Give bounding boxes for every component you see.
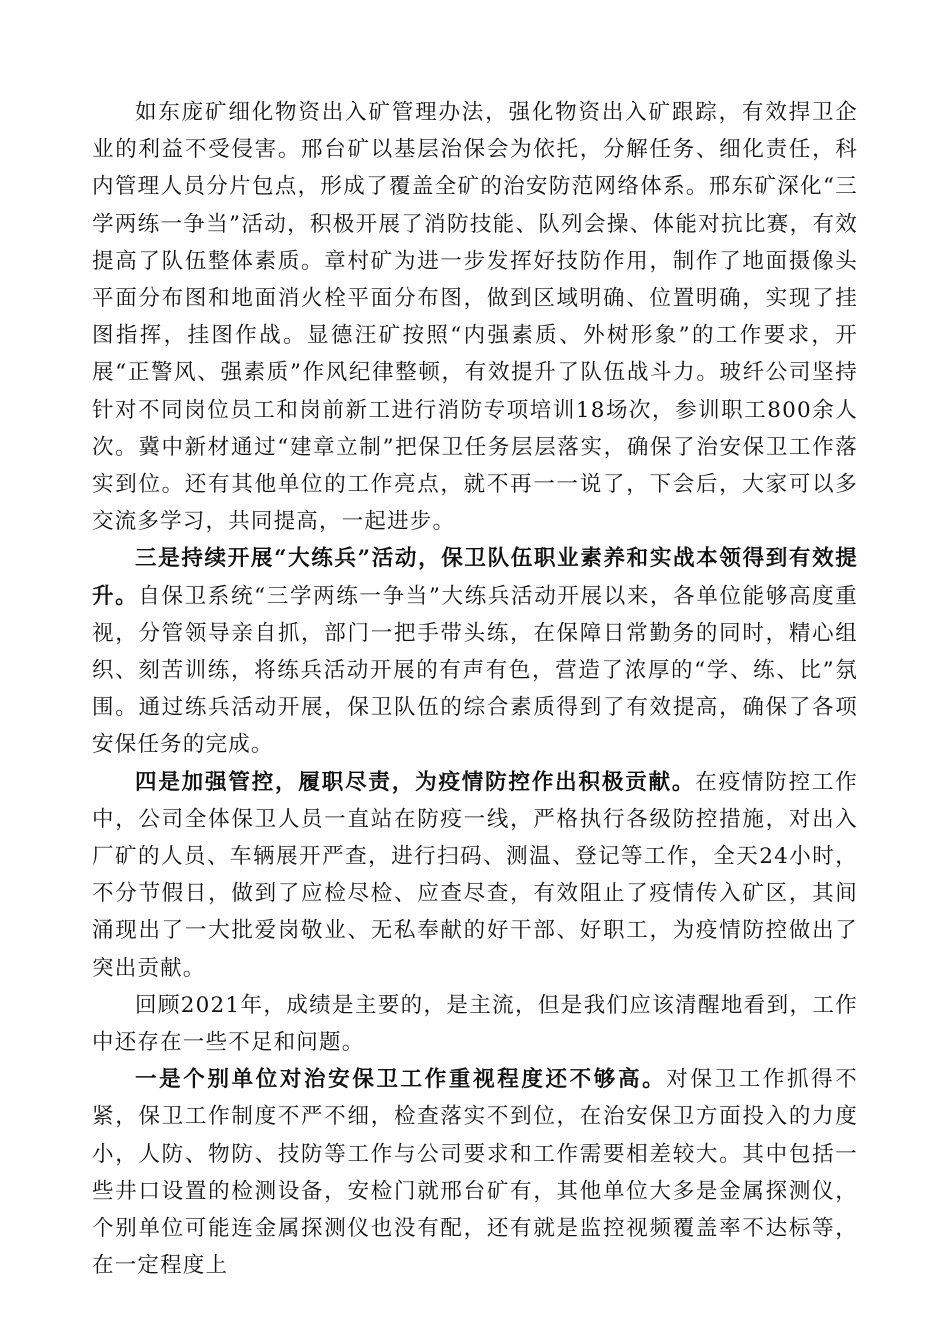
paragraph-body: 在疫情防控工作中，公司全体保卫人员一直站在防疫一线，严格执行各级防控措施，对出入厂矿的人员、车辆展开严查，进行扫码、测温、登记等工作，全天24小时，不分节假日，做到了应检尽检、应查尽查，有效阻止了疫情传入矿区，其间涌现出了一大批爱岗敬业、无私奉献的好干部、好职工，为疫情防控做出了突出贡献。 <box>92 769 858 981</box>
paragraph-review-2021 <box>92 987 858 1061</box>
paragraph-training-campaign <box>92 540 858 763</box>
paragraph-problem-one <box>92 1061 858 1284</box>
paragraph-heading: 四是加强管控，履职尽责，为疫情防控作出积极贡献。 <box>135 769 696 795</box>
document-page <box>92 94 858 1285</box>
paragraph-body: 如东庞矿细化物资出入矿管理办法，强化物资出入矿跟踪，有效捍卫企业的利益不受侵害。邢台矿以基层治保会为依托，分解任务、细化责任，科内管理人员分片包点，形成了覆盖全矿的治安防范网络体系。邢东矿深化“三学两练一争当”活动，积极开展了消防技能、队列会操、体能对抗比赛，有效提高了队伍整体素质。章村矿为进一步发挥好技防作用，制作了地面摄像头平面分布图和地面消火栓平面分布图，做到区域明确、位置明确，实现了挂图指挥，挂图作战。显德汪矿按照“内强素质、外树形象”的工作要求，开展“正警风、强素质”作风纪律整顿，有效提升了队伍战斗力。玻纤公司坚持针对不同岗位员工和岗前新工进行消防专项培训18场次，参训职工800余人次。冀中新材通过“建章立制”把保卫任务层层落实，确保了治安保卫工作落实到位。还有其他单位的工作亮点，就不再一一说了，下会后，大家可以多交流多学习，共同提高，一起进步。 <box>92 100 858 535</box>
paragraph-heading: 三是持续开展“大练兵”活动，保卫队伍职业素养和实战本领得到有效提升。 <box>92 546 858 609</box>
paragraph-epidemic-control <box>92 764 858 987</box>
paragraph-body: 自保卫系统“三学两练一争当”大练兵活动开展以来，各单位能够高度重视，分管领导亲自抓，部门一把手带头练，在保障日常勤务的同时，精心组织、刻苦训练，将练兵活动开展的有声有色，营造了浓厚的“学、练、比”氛围。通过练兵活动开展，保卫队伍的综合素质得到了有效提高，确保了各项安保任务的完成。 <box>92 583 858 758</box>
paragraph-body: 对保卫工作抓得不紧，保卫工作制度不严不细，检查落实不到位，在治安保卫方面投入的力度小，人防、物防、技防等工作与公司要求和工作需要相差较大。其中包括一些井口设置的检测设备，安检门就邢台矿有，其他单位大多是金属探测仪，个别单位可能连金属探测仪也没有配，还有就是监控视频覆盖率不达标等，在一定程度上 <box>92 1067 859 1279</box>
paragraph-heading: 一是个别单位对治安保卫工作重视程度还不够高。 <box>135 1067 667 1093</box>
paragraph-unit-highlights <box>92 94 858 540</box>
paragraph-body: 回顾2021年，成绩是主要的，是主流，但是我们应该清醒地看到，工作中还存在一些不足和问题。 <box>92 992 858 1056</box>
